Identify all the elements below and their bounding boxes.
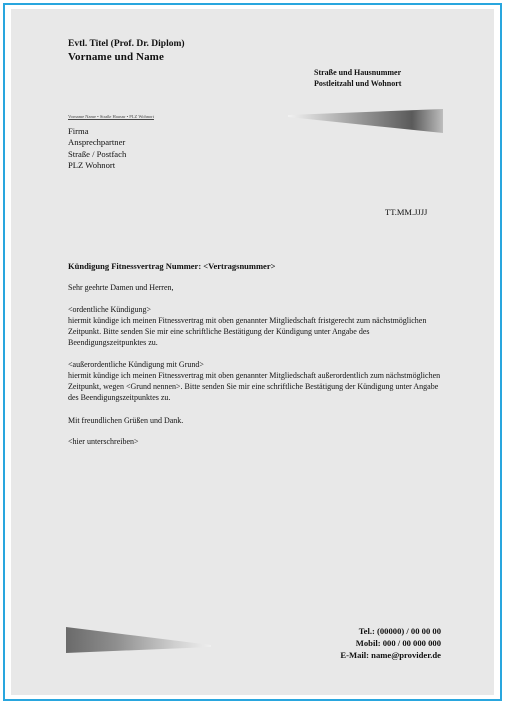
decorative-wedge-top <box>288 107 443 135</box>
letter-page <box>11 9 494 695</box>
sender-title: Evtl. Titel (Prof. Dr. Diplom) <box>68 39 185 49</box>
paragraph-ordinary <box>68 304 443 348</box>
return-address-line: Vorname Name • Straße Hausnr • PLZ Wohnort <box>68 114 154 119</box>
sender-name: Vorname und Name <box>68 51 164 63</box>
sender-city: Postleitzahl und Wohnort <box>314 79 402 88</box>
paragraph-extraordinary <box>68 359 443 403</box>
sender-street: Straße und Hausnummer <box>314 68 402 77</box>
paragraph-extraordinary-text: hiermit kündige ich meinen Fitnessvertrag mit oben genannter Mitgliedschaft außerordentlich zum nächstmöglichen Zeitpunkt, wegen <Grund nennen>. Bitte senden Sie mir eine schriftliche Bestätigung der Kündigung unter Angabe des Beendigungszeitpunktes zu. <box>68 371 441 402</box>
paragraph-ordinary-heading: <ordentliche Kündigung> <box>68 305 152 314</box>
decorative-wedge-bottom <box>66 625 211 655</box>
recipient-line-street: Straße / Postfach <box>68 148 127 159</box>
contact-phone: Tel.: (00000) / 00 00 00 <box>358 626 441 636</box>
paragraph-ordinary-text: hiermit kündige ich meinen Fitnessvertrag mit oben genannter Mitgliedschaft fristgerecht zum nächstmöglichen Zeitpunkt. Bitte senden Sie mir eine schriftliche Bestätigung der Kündigung unter Angabe des Beendigungszeitpunktes zu. <box>68 316 427 347</box>
letter-date: TT.MM.JJJJ <box>385 207 428 217</box>
sender-address <box>314 67 401 89</box>
paragraph-extraordinary-heading: <außerordentliche Kündigung mit Grund> <box>68 360 204 369</box>
letter-subject: Kündigung Fitnessvertrag Nummer: <Vertragsnummer> <box>68 261 276 271</box>
recipient-address <box>68 126 126 171</box>
contact-block <box>340 625 441 661</box>
recipient-line-company: Firma <box>68 126 89 136</box>
contact-email: E-Mail: name@provider.de <box>340 650 441 660</box>
contact-mobile: Mobil: 000 / 00 000 000 <box>355 638 441 648</box>
signature-placeholder: <hier unterschreiben> <box>68 437 139 446</box>
closing-line: Mit freundlichen Grüßen und Dank. <box>68 416 184 425</box>
recipient-line-city: PLZ Wohnort <box>68 159 116 170</box>
salutation: Sehr geehrte Damen und Herren, <box>68 283 174 292</box>
recipient-line-contact: Ansprechpartner <box>68 137 126 148</box>
